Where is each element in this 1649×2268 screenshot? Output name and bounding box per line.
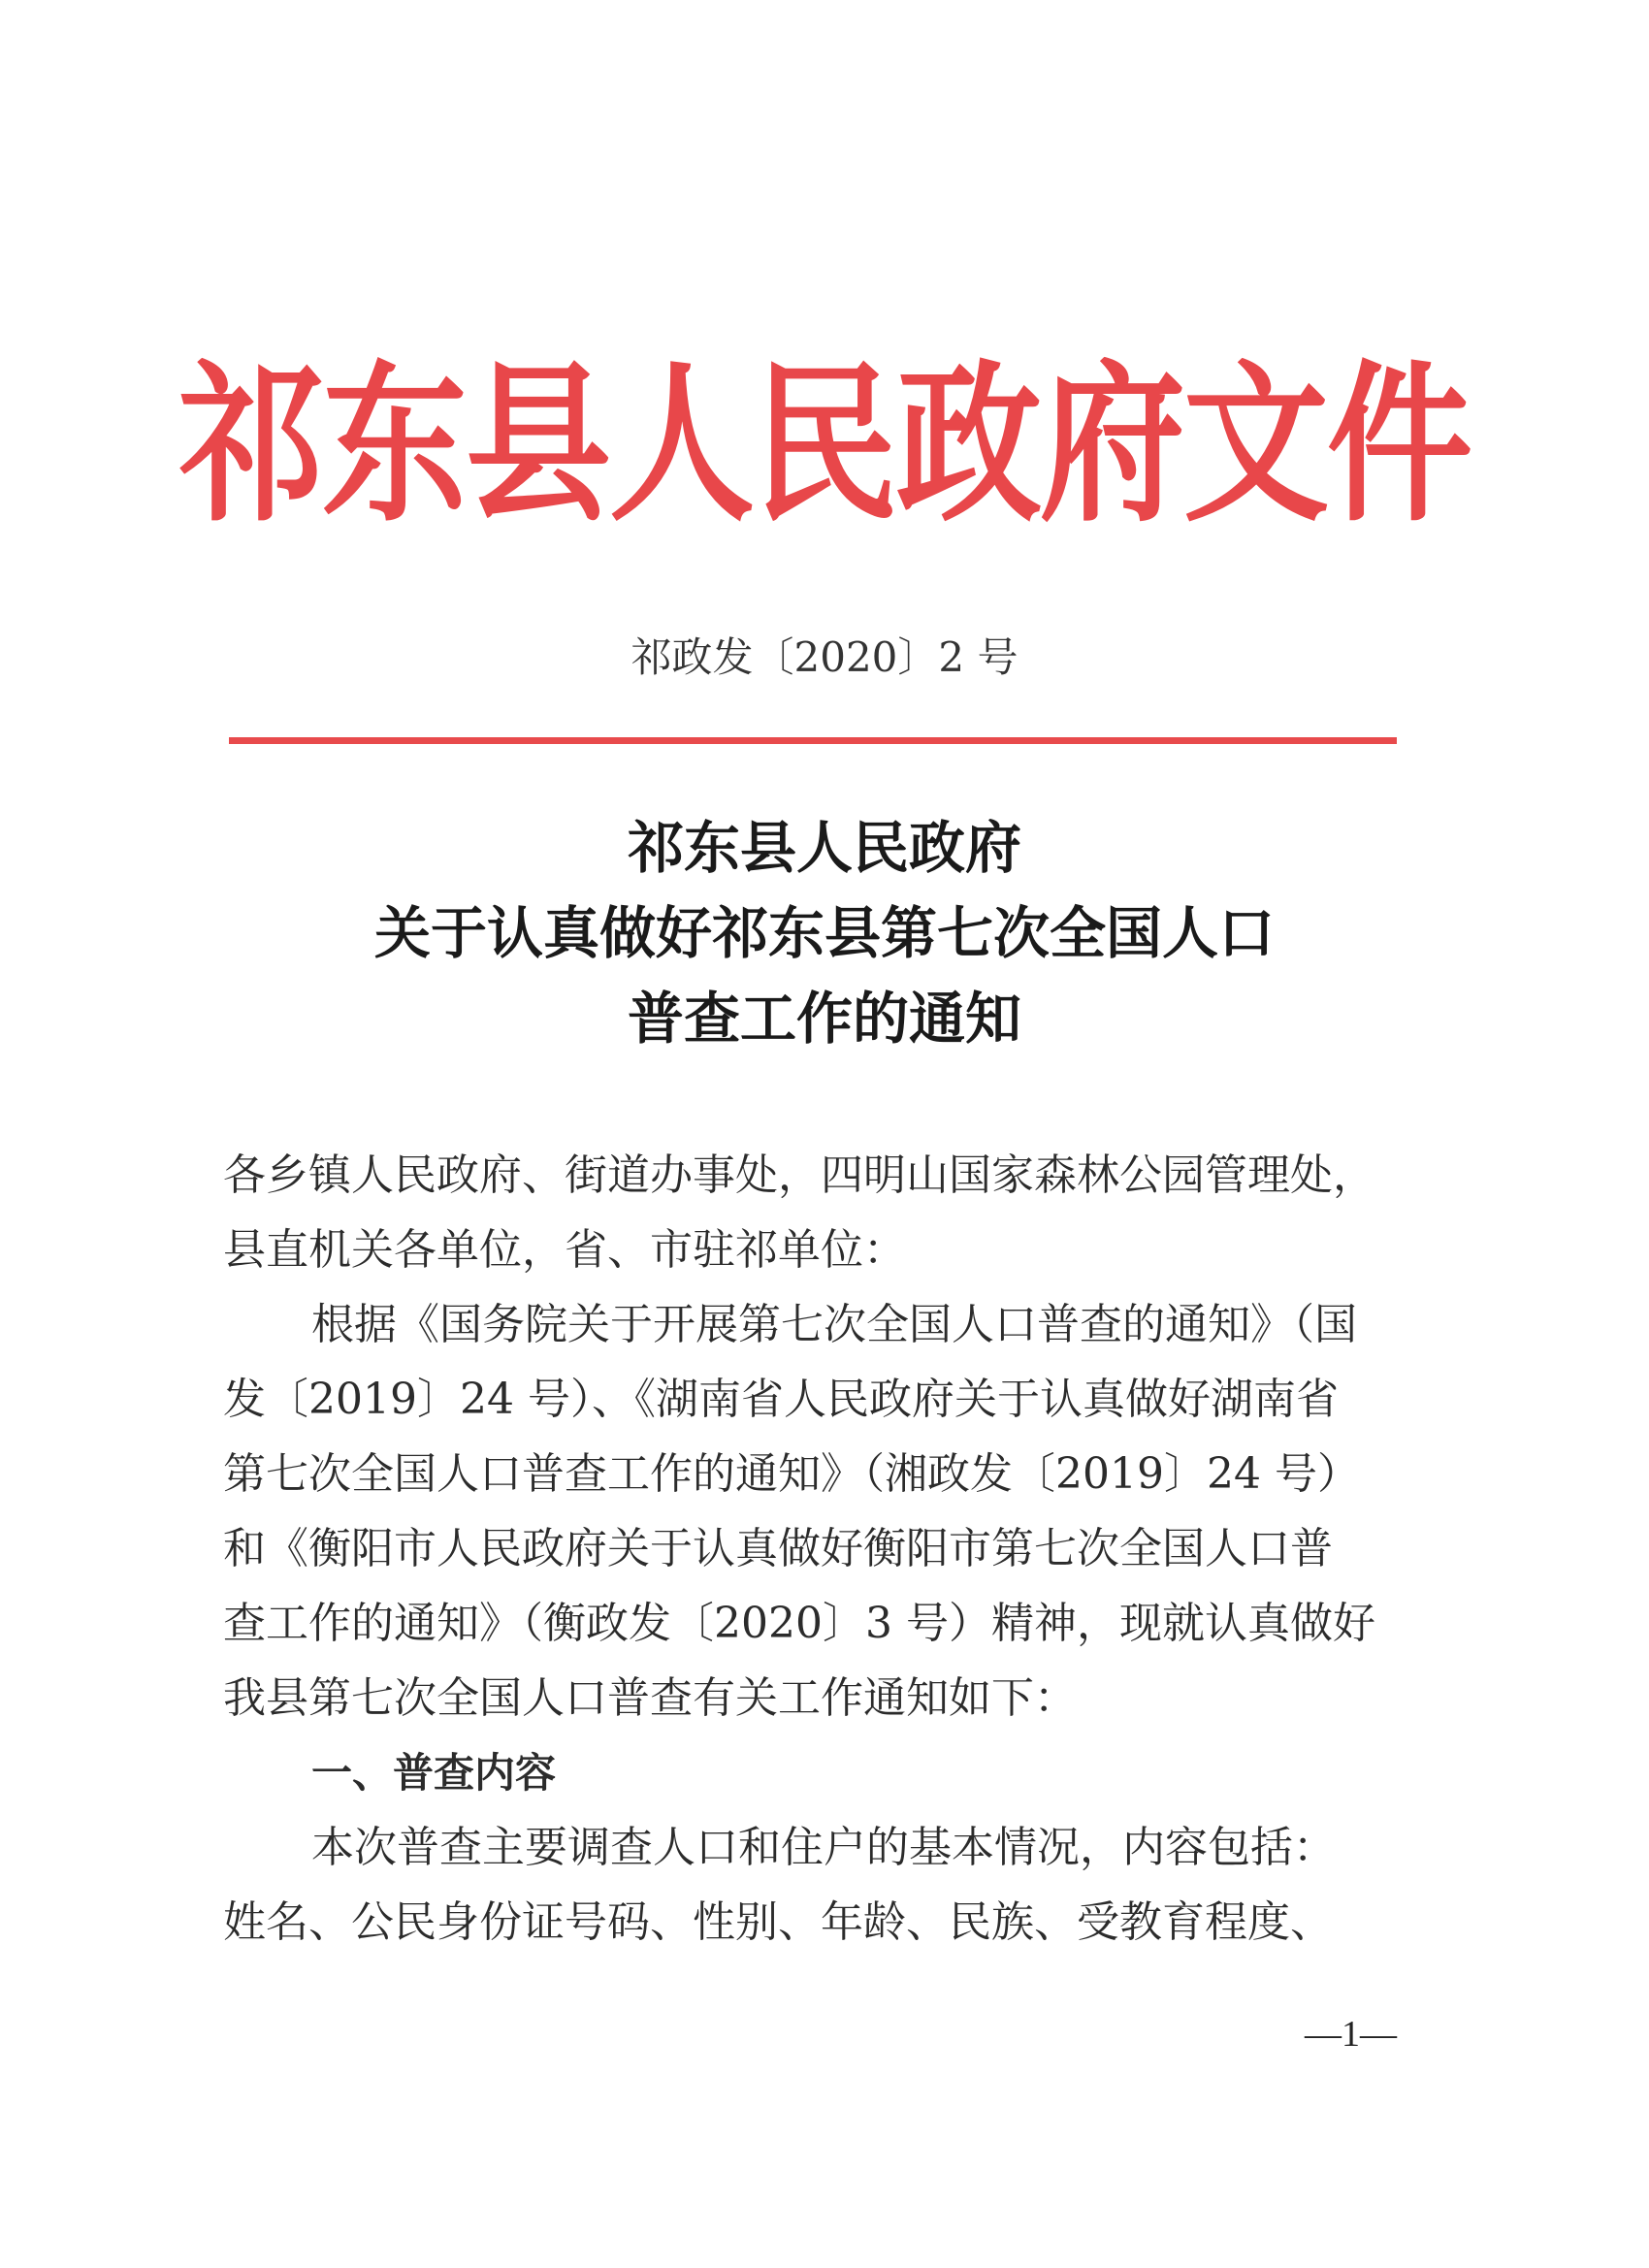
section-heading: 一、普查内容 [311,1749,557,1797]
addressee-line-2: 县直机关各单位，省、市驻祁单位： [223,1225,906,1275]
document-body [223,1138,1375,1960]
document-number: 祁政发〔2020〕2 号 [630,633,1018,681]
body-line: 第七次全国人口普查工作的通知》（湘政发〔2019〕24 号） [223,1449,1360,1499]
document-masthead: 祁东县人民政府文件 [178,343,1471,546]
body-line: 查工作的通知》（衡政发〔2020〕3 号）精神，现就认真做好 [223,1599,1375,1648]
body-line: 根据《国务院关于开展第七次全国人口普查的通知》（国 [311,1300,1357,1349]
title-line-3: 普查工作的通知 [627,986,1021,1052]
body-line: 发〔2019〕24 号）、《湖南省人民政府关于认真做好湖南省 [223,1375,1339,1424]
body-line: 本次普查主要调查人口和住户的基本情况，内容包括： [311,1823,1336,1872]
document-title [0,805,1649,1061]
body-line: 姓名、公民身份证号码、性别、年龄、民族、受教育程度、 [223,1897,1333,1947]
body-line: 我县第七次全国人口普查有关工作通知如下： [223,1673,1077,1723]
red-divider-line [229,737,1397,744]
addressee-line-1: 各乡镇人民政府、街道办事处，四明山国家森林公园管理处， [223,1150,1375,1200]
body-line: 和《衡阳市人民政府关于认真做好衡阳市第七次全国人口普 [223,1524,1333,1573]
title-line-2: 关于认真做好祁东县第七次全国人口 [373,900,1275,966]
page-number: —1— [1305,2014,1397,2055]
title-line-1: 祁东县人民政府 [627,815,1021,881]
